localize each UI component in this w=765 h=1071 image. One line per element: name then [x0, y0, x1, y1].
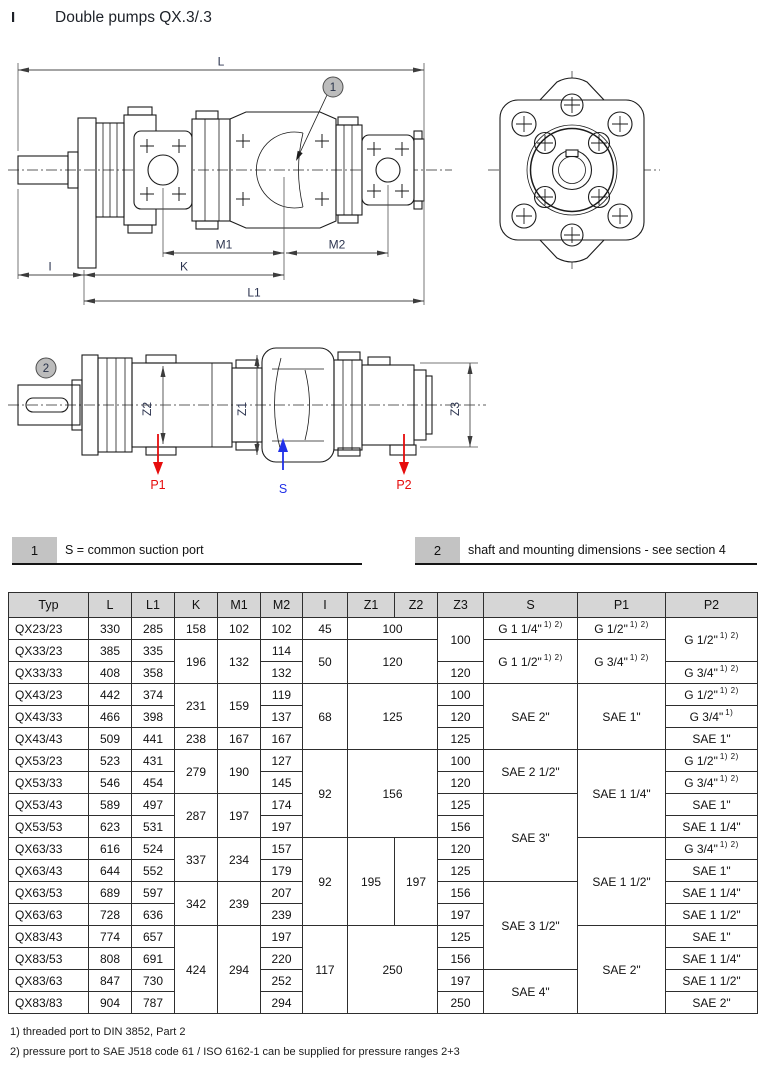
table-cell-typ: QX63/43	[9, 860, 89, 882]
table-cell-typ: QX53/43	[9, 794, 89, 816]
table-cell: SAE 1"	[666, 860, 758, 882]
port-label-p1: P1	[150, 478, 166, 492]
table-cell: 531	[132, 816, 175, 838]
table-cell: 220	[261, 948, 303, 970]
table-cell: 156	[348, 750, 438, 838]
table-cell: 207	[261, 882, 303, 904]
table-cell: 330	[89, 618, 132, 640]
column-header-m2: M2	[261, 593, 303, 618]
dimension-table	[8, 592, 758, 1014]
table-cell: SAE 2"	[578, 926, 666, 1014]
column-header-z3: Z3	[438, 593, 484, 618]
callout-2-number: 2	[42, 363, 50, 375]
callout-1-text: S = common suction port	[65, 543, 204, 557]
column-header-l1: L1	[132, 593, 175, 618]
column-header-s: S	[484, 593, 578, 618]
table-cell-typ: QX23/23	[9, 618, 89, 640]
table-cell: 252	[261, 970, 303, 992]
mounting-flange-plate	[78, 118, 96, 268]
pump-top-view-drawing	[0, 330, 765, 515]
table-row	[9, 684, 758, 706]
table-cell: SAE 1 1/4"	[666, 816, 758, 838]
table-cell: 114	[261, 640, 303, 662]
table-cell: 125	[348, 684, 438, 750]
pump-side-view-drawing	[0, 55, 765, 330]
table-cell: 127	[261, 750, 303, 772]
table-cell: SAE 2"	[666, 992, 758, 1014]
table-cell: 156	[438, 948, 484, 970]
table-cell: 774	[89, 926, 132, 948]
table-cell: 808	[89, 948, 132, 970]
table-cell: 197	[218, 794, 261, 838]
table-cell: G 3/4" $^{1) 2)}$	[666, 838, 758, 860]
table-cell: 689	[89, 882, 132, 904]
table-cell-typ: QX83/53	[9, 948, 89, 970]
dim-label-i: I	[48, 259, 52, 274]
table-cell: 102	[261, 618, 303, 640]
table-cell: 231	[175, 684, 218, 728]
table-cell: 847	[89, 970, 132, 992]
table-cell: G 1/2" $^{1) 2)}$	[578, 618, 666, 640]
table-cell: 196	[175, 640, 218, 684]
table-cell: G 3/4" $^{1) 2)}$	[666, 662, 758, 684]
table-cell: 441	[132, 728, 175, 750]
table-cell-typ: QX63/33	[9, 838, 89, 860]
table-cell-typ: QX53/33	[9, 772, 89, 794]
table-cell: 398	[132, 706, 175, 728]
table-cell: 431	[132, 750, 175, 772]
footnote-2: 2) pressure port to SAE J518 code 61 / ISO 6162-1 can be supplied for pressure ranges 2+3	[10, 1046, 460, 1058]
table-cell: 159	[218, 684, 261, 728]
table-cell: 119	[261, 684, 303, 706]
table-cell-typ: QX83/83	[9, 992, 89, 1014]
table-cell: 125	[438, 728, 484, 750]
port-label-s: S	[278, 482, 288, 496]
table-cell: SAE 4"	[484, 970, 578, 1014]
keyway	[566, 150, 578, 157]
table-cell: 239	[261, 904, 303, 926]
table-cell: 546	[89, 772, 132, 794]
dim-label-m2: M2	[328, 237, 346, 252]
table-cell: 68	[303, 684, 348, 750]
column-header-p1: P1	[578, 593, 666, 618]
table-cell: 92	[303, 838, 348, 926]
table-cell: 623	[89, 816, 132, 838]
callout-2-badge: 2	[415, 537, 460, 563]
column-header-typ: Typ	[9, 593, 89, 618]
table-cell: 234	[218, 838, 261, 882]
table-cell: 589	[89, 794, 132, 816]
table-cell: 50	[303, 640, 348, 684]
table-cell: 523	[89, 750, 132, 772]
table-cell: G 1 1/2" $^{1) 2)}$	[484, 640, 578, 684]
table-cell: 904	[89, 992, 132, 1014]
table-cell: 358	[132, 662, 175, 684]
table-cell: SAE 3 1/2"	[484, 882, 578, 970]
table-cell: 120	[438, 706, 484, 728]
p1-arrowhead	[153, 462, 163, 475]
table-cell: 250	[348, 926, 438, 1014]
table-cell-typ: QX53/53	[9, 816, 89, 838]
table-cell: 616	[89, 838, 132, 860]
table-cell: 179	[261, 860, 303, 882]
table-cell: 250	[438, 992, 484, 1014]
table-cell: G 1/2" $^{1) 2)}$	[666, 684, 758, 706]
table-cell: 454	[132, 772, 175, 794]
table-cell-typ: QX63/63	[9, 904, 89, 926]
table-cell: 408	[89, 662, 132, 684]
table-cell: 424	[175, 926, 218, 1014]
table-cell: 197	[438, 970, 484, 992]
table-cell: 524	[132, 838, 175, 860]
table-cell: 374	[132, 684, 175, 706]
table-cell: 337	[175, 838, 218, 882]
callout-1-number: 1	[329, 82, 337, 94]
table-cell: 132	[218, 640, 261, 684]
table-cell: 294	[218, 926, 261, 1014]
table-cell: 45	[303, 618, 348, 640]
table-row	[9, 926, 758, 948]
table-cell: 385	[89, 640, 132, 662]
table-cell: SAE 1 1/2"	[578, 838, 666, 926]
dim-label-l1: L1	[247, 285, 261, 300]
table-row	[9, 838, 758, 860]
dim-label-z2: Z2	[140, 401, 154, 417]
table-cell-typ: QX33/23	[9, 640, 89, 662]
table-cell: 120	[438, 772, 484, 794]
table-cell: 167	[218, 728, 261, 750]
table-cell-typ: QX83/63	[9, 970, 89, 992]
table-cell: 294	[261, 992, 303, 1014]
table-cell-typ: QX83/43	[9, 926, 89, 948]
table-row	[9, 750, 758, 772]
table-cell-typ: QX33/33	[9, 662, 89, 684]
table-body	[9, 618, 758, 1014]
table-cell: G 1 1/4" $^{1) 2)}$	[484, 618, 578, 640]
table-cell: 120	[438, 662, 484, 684]
column-header-i: I	[303, 593, 348, 618]
dim-label-k: K	[179, 259, 189, 274]
table-cell: 787	[132, 992, 175, 1014]
header	[0, 9, 765, 31]
table-cell: 190	[218, 750, 261, 794]
table-cell-typ: QX63/53	[9, 882, 89, 904]
table-cell: 497	[132, 794, 175, 816]
p2-arrowhead	[399, 462, 409, 475]
callout-2-marker	[36, 358, 56, 378]
table-cell: 156	[438, 882, 484, 904]
table-cell: 157	[261, 838, 303, 860]
header-row	[9, 593, 758, 618]
table-cell: 287	[175, 794, 218, 838]
table-cell: 342	[175, 882, 218, 926]
column-header-z1: Z1	[348, 593, 395, 618]
table-row	[9, 618, 758, 640]
table-cell: SAE 1"	[666, 926, 758, 948]
mounting-flange-view	[488, 71, 660, 269]
table-cell: 100	[348, 618, 438, 640]
port-label-p2: P2	[396, 478, 412, 492]
table-cell: 100	[438, 618, 484, 662]
table-cell: SAE 1 1/4"	[578, 750, 666, 838]
page-title: Double pumps QX.3/.3	[55, 9, 212, 26]
table-cell: SAE 2"	[484, 684, 578, 750]
table-cell: 167	[261, 728, 303, 750]
table-cell: 132	[261, 662, 303, 684]
table-cell: 335	[132, 640, 175, 662]
table-cell: SAE 1 1/2"	[666, 970, 758, 992]
table-cell: 195	[348, 838, 395, 926]
table-cell: 120	[348, 640, 438, 684]
table-cell: 120	[438, 838, 484, 860]
table-cell: 137	[261, 706, 303, 728]
table-cell: 279	[175, 750, 218, 794]
table-cell: 125	[438, 926, 484, 948]
table-cell: SAE 1"	[578, 684, 666, 750]
table-cell: SAE 2 1/2"	[484, 750, 578, 794]
table-cell-typ: QX43/23	[9, 684, 89, 706]
table-cell: SAE 1 1/2"	[666, 904, 758, 926]
table-cell: 597	[132, 882, 175, 904]
table-cell: 92	[303, 750, 348, 838]
column-header-m1: M1	[218, 593, 261, 618]
footnote-1: 1) threaded port to DIN 3852, Part 2	[10, 1026, 186, 1038]
callout-legend-1	[12, 537, 362, 565]
callout-1-badge: 1	[12, 537, 57, 563]
table-cell: 156	[438, 816, 484, 838]
table-cell: G 1/2" $^{1) 2)}$	[666, 750, 758, 772]
table-cell: 100	[438, 684, 484, 706]
dim-label-l: L	[217, 55, 225, 69]
table-cell: 239	[218, 882, 261, 926]
table-cell: 197	[261, 926, 303, 948]
table-cell-typ: QX53/23	[9, 750, 89, 772]
table-cell: 730	[132, 970, 175, 992]
table-cell: SAE 1 1/4"	[666, 882, 758, 904]
table-cell: SAE 1"	[666, 794, 758, 816]
callout-legend-2	[415, 537, 757, 565]
table-cell: G 3/4" $^{1)}$	[666, 706, 758, 728]
table-cell: 102	[218, 618, 261, 640]
table-cell: 552	[132, 860, 175, 882]
table-head	[9, 593, 758, 618]
table-cell-typ: QX43/43	[9, 728, 89, 750]
table-cell: 691	[132, 948, 175, 970]
table-cell: G 1/2" $^{1) 2)}$	[666, 618, 758, 662]
table-cell: 657	[132, 926, 175, 948]
table-cell: 197	[261, 816, 303, 838]
table-cell: SAE 3"	[484, 794, 578, 882]
table-cell: SAE 1 1/4"	[666, 948, 758, 970]
column-header-k: K	[175, 593, 218, 618]
table-cell: 197	[395, 838, 438, 926]
table-cell: 466	[89, 706, 132, 728]
table-cell: 728	[89, 904, 132, 926]
column-header-z2: Z2	[395, 593, 438, 618]
table-cell: 158	[175, 618, 218, 640]
callout-2-text: shaft and mounting dimensions - see section 4	[468, 543, 726, 557]
table-cell: 285	[132, 618, 175, 640]
table-cell: 509	[89, 728, 132, 750]
table-row	[9, 640, 758, 662]
table-cell: G 3/4" $^{1) 2)}$	[578, 640, 666, 684]
section-marker: I	[11, 9, 16, 26]
port-arrow-p2	[396, 434, 411, 492]
table-cell: 117	[303, 926, 348, 1014]
table-cell: 145	[261, 772, 303, 794]
table-cell: 197	[438, 904, 484, 926]
table-cell-typ: QX43/33	[9, 706, 89, 728]
table-cell: 100	[438, 750, 484, 772]
table-cell: 125	[438, 794, 484, 816]
dim-label-m1: M1	[215, 237, 233, 252]
column-header-p2: P2	[666, 593, 758, 618]
table-cell: G 3/4" $^{1) 2)}$	[666, 772, 758, 794]
dim-label-z3: Z3	[448, 401, 462, 417]
dim-label-z1: Z1	[235, 401, 249, 417]
table-cell: 125	[438, 860, 484, 882]
table-cell: 238	[175, 728, 218, 750]
column-header-l: L	[89, 593, 132, 618]
table-cell: SAE 1"	[666, 728, 758, 750]
table-cell: 636	[132, 904, 175, 926]
table-cell: 174	[261, 794, 303, 816]
table-cell: 442	[89, 684, 132, 706]
table-cell: 644	[89, 860, 132, 882]
